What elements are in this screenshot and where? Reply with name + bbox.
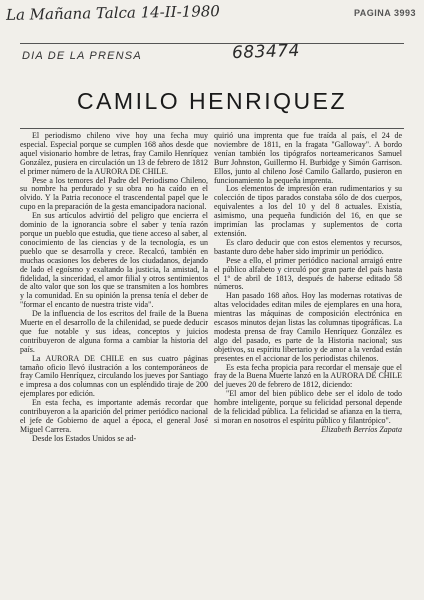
author-signature: Elizabeth Berríos Zapata (321, 424, 402, 434)
article-right-column (214, 132, 402, 598)
left-paragraph: En esta fecha, es importante además recordar que contribuyeron a la aparición del primer periódico nacional el jefe de Gobierno de aquel a época, el general José Miguel Carrera. (20, 398, 208, 434)
left-paragraph: Pese a los temores del Padre del Periodismo Chileno, su nombre ha perdurado y su obra no ha caído en el olvido. Y la Patria reconoce el trascendental papel que le cupo en la preparación de la gesta emancipadora nacional. (20, 175, 208, 212)
left-paragraph: De la influencia de los escritos del fraile de la Buena Muerte en el desarrollo de la chilenidad, se puede deducir que fue notable y sus ideas, conceptos y juicios contribuyeron de alguna forma a cambiar la historia del país. (20, 309, 208, 354)
right-paragraph: Es claro deducir que con estos elementos y recursos, bastante duro debe haber sido imprimir un periódico. (214, 237, 402, 256)
title-divider (20, 128, 404, 129)
article-left-column (20, 132, 208, 598)
left-paragraph: El periodismo chileno vive hoy una fecha muy especial. Especial porque se cumplen 168 años desde que aquel visionario hombre de letras, fray Camilo Henríquez González, pusiera en circulación un 13 de febrero de 1812 el primer número de la AURORA DE CHILE. (20, 132, 208, 176)
right-paragraph: Los elementos de impresión eran rudimentarios y su colección de tipos parados constaba sólo de dos cuerpos, equivalentes a los del 10 y del 8 actuales. Existía, asimismo, una pequeña fundición del 16, en que se imprimían las proclamas y suplementos de corta extensión. (214, 184, 402, 238)
top-divider (20, 43, 404, 44)
left-paragraph: Desde los Estados Unidos se ad- (32, 433, 137, 443)
left-paragraph: La AURORA DE CHILE en sus cuatro páginas tamaño oficio llevó ilustración a los contemporáneos de fray Camilo Henríquez, circulando los jueves por Santiago e impresa a dos columnas con un espléndido tiraje de 200 ejemplares por edición. (20, 353, 208, 399)
handwritten-source-note: La Mañana Talca 14-II-1980 (5, 2, 221, 24)
archive-stamp-number: 683474 (231, 40, 301, 64)
right-paragraph: Pese a ello, el primer periódico nacional arraigó entre el público alfabeto y circuló por gran parte del país hasta el 1º de abril de 1813, después de haberse editado 58 números. (214, 255, 402, 292)
right-paragraph: Es esta fecha propicia para recordar el mensaje que el fray de la Buena Muerte lanzó en la AURORA DE CHILE del jueves 20 de febrero de 1812, diciendo: (214, 362, 402, 390)
page-label: PAGINA 3993 (353, 8, 416, 18)
section-heading: DIA DE LA PRENSA (22, 50, 142, 62)
right-paragraph: Han pasado 168 años. Hoy las modernas rotativas de altas velocidades editan miles de ejemplares en una hora, mientras las máquinas de composición electrónica en escasos minutos dejan listas las columnas tipográficas. La modesta prensa de fray Camilo Henríquez González es algo del pasado, es parte de la Historia nacional; sus objetivos, su espíritu libertario y de amor a la verdad están presentes en el accionar de los periodistas chilenos. (214, 291, 402, 363)
right-paragraph: "El amor del bien público debe ser el ídolo de todo hombre inteligente, porque su felicidad personal depende de la felicidad pública. La felicidad se afianza en la tierra, si moran en nosotros el espíritu público y filantrópico". (214, 389, 402, 425)
right-paragraph: quirió una imprenta que fue traída al país, el 24 de noviembre de 1811, en la fragata "Galloway". A bordo venían también los tipógrafos norteamericanos Samuel Burr Johnston, Guillermo H. Burbidge y Simón Garrison. Ellos, junto al chileno José Camilo Gallardo, pusieron en funcionamiento la pequeña imprenta. (214, 132, 402, 185)
article-title: CAMILO HENRIQUEZ (76, 88, 348, 114)
left-paragraph: En sus artículos advirtió del peligro que encierra el dominio de la ignorancia sobre el saber y tenía razón porque un pueblo que estudia, que tiene acceso al saber, al conocimiento de las ciencias y de la tecnología, es un pueblo que se desarrolla y crece. Recalcó, también en muchas ocasiones los deberes de los ciudadanos, dejando de lado el egoísmo y exaltando la justicia, la amistad, la fidelidad, la sinceridad, el amor filial y otros sentimientos de alto valor que son los que se transmiten a los hombres y la comunidad. En su opinión la prensa tenía el deber de "formar el encanto de nuestra triste vida". (20, 211, 208, 310)
